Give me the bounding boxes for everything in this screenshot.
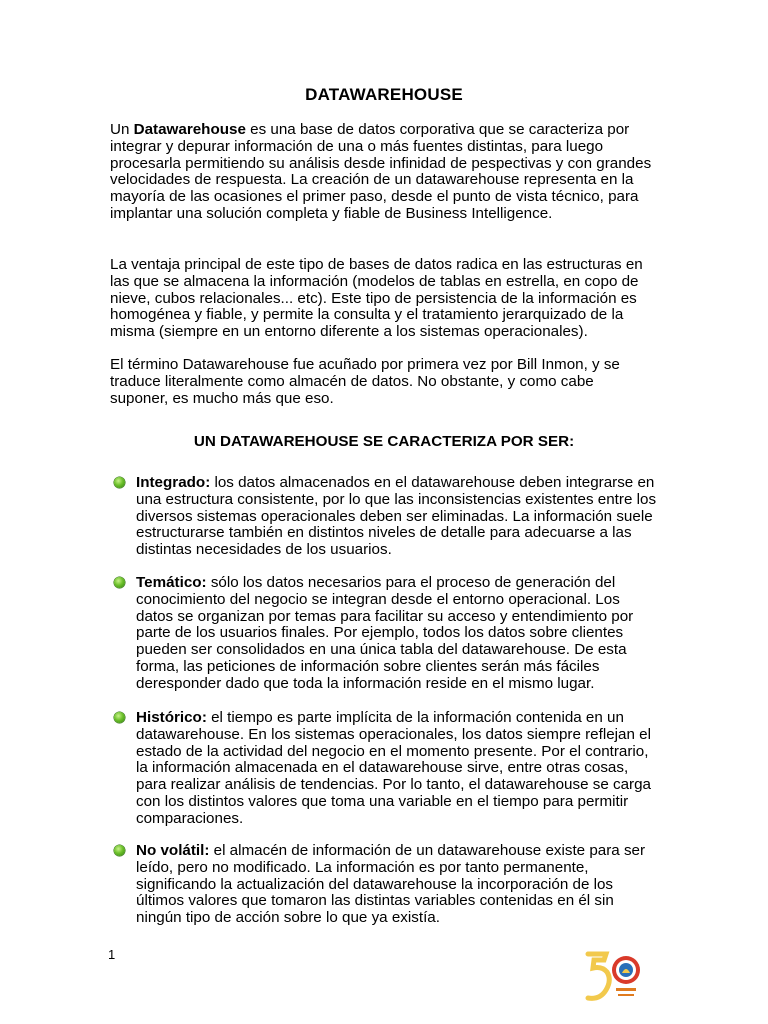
bullet-historico <box>136 710 658 828</box>
intro-text: es una base de datos corporativa que se caracteriza por integrar y depurar información de una o más fuentes distintas, para luego procesarla permitiendo su análisis desde infinidad de pespectivas y con grandes velocidades de respuesta. La creación de un datawarehouse representa en la mayoría de las ocasiones el primer paso, desde el punto de vista técnico, para implantar una solución completa y fiable de Business Intelligence. <box>110 121 652 222</box>
bullet-term: Histórico: <box>136 709 207 726</box>
bullet-term: Integrado: <box>136 474 211 491</box>
anniversary-50-logo-icon <box>580 948 650 1008</box>
bullet-term: Temático: <box>136 574 207 591</box>
green-bullet-icon <box>114 477 125 488</box>
bullet-tematico <box>136 575 658 693</box>
bullet-text: los datos almacenados en el datawarehouse deben integrarse en una estructura consistente, por lo que las inconsistencias existentes entre los diversos sistemas operacionales deben ser eliminadas. La información suele estructurarse también en distintos niveles de detalle para adecuarse a las distintas necesidades de los usuarios. <box>136 474 657 559</box>
bullet-integrado <box>136 475 658 559</box>
bullet-no-volatil <box>136 843 658 927</box>
intro-lead: Un <box>110 121 134 138</box>
bullet-text: el almacén de información de un datawarehouse existe para ser leído, pero no modificado. La información es por tanto permanente, significando la actualización del datawarehouse la incorporación de los últimos valores que tomaron las distintas variables contenidas en él sin ningún tipo de acción sobre lo que ya existía. <box>136 842 646 927</box>
bullet-text: sólo los datos necesarios para el proceso de generación del conocimiento del negocio se integran desde el entorno operacional. Los datos se organizan por temas para facilitar su acceso y entendimiento por parte de los usuarios finales. Por ejemplo, todos los datos sobre clientes pueden ser consolidados en una única tabla del datawarehouse. De esta forma, las peticiones de información sobre clientes serán más fáciles deresponder dado que toda la información reside en el mismo lugar. <box>136 574 634 692</box>
intro-bold-term: Datawarehouse <box>133 121 246 138</box>
bullet-term: No volátil: <box>136 842 210 859</box>
green-bullet-icon <box>114 712 125 723</box>
page-number: 1 <box>108 947 116 962</box>
document-title: DATAWAREHOUSE <box>305 85 463 104</box>
origin-paragraph: El término Datawarehouse fue acuñado por primera vez por Bill Inmon, y se traduce literalmente como almacén de datos. No obstante, y como cabe suponer, es mucho más que eso. <box>110 356 620 407</box>
intro-paragraph <box>110 122 655 223</box>
section-subtitle: UN DATAWAREHOUSE SE CARACTERIZA POR SER: <box>193 433 575 450</box>
bullet-text: el tiempo es parte implícita de la información contenida en un datawarehouse. En los sistemas operacionales, los datos siempre reflejan el estado de la actividad del negocio en el momento presente. Por el contrario, la información almacenada en el datawarehouse sirve, entre otras cosas, para realizar análisis de tendencias. Por lo tanto, el datawarehouse se carga con los distintos valores que toma una variable en el tiempo para permitir comparaciones. <box>136 709 651 827</box>
green-bullet-icon <box>114 577 125 588</box>
advantage-paragraph: La ventaja principal de este tipo de bases de datos radica en las estructuras en las que se almacena la información (modelos de tablas en estrella, en copo de nieve, cubos relacionales... etc). Este tipo de persistencia de la información es homogénea y fiable, y permite la consulta y el tratamiento jerarquizado de la misma (siempre en un entorno diferente a los sistemas operacionales). <box>110 256 643 341</box>
green-bullet-icon <box>114 845 125 856</box>
